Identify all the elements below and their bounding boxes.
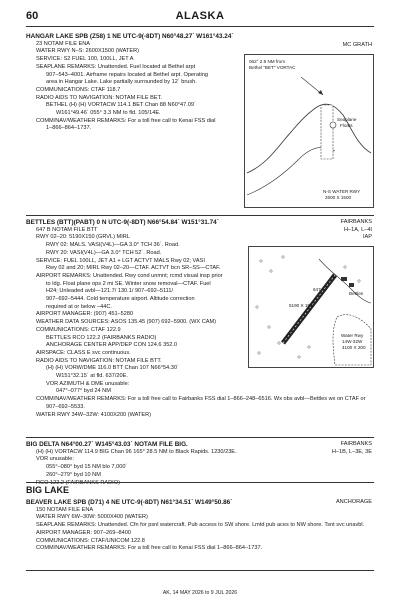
bettles-line-11: WEATHER DATA SOURCES: ASOS 135.45 (907) 692–5900. (WX CAM) (36, 319, 216, 326)
bettles-line-21: COMM/NAV/WEATHER REMARKS: For a toll free call to Fairbanks FSS dial 1–866–248–6516. Wx obs avbl—Bettles wx on CTAF or (36, 396, 366, 403)
hangar-diag-label6: 2600 X 1500 (325, 195, 352, 200)
bettles-line-16: RADIO AIDS TO NAVIGATION: NOTAM FILE BTT. (36, 357, 162, 364)
hangar-line-8: W161°49.46´ 055° 3.3 NM to fld. 105/14E. (56, 110, 161, 117)
bettles-chart-ref (341, 219, 372, 242)
bettles-line-6: to ldg. Float plane ops 2 mi SE. Winter snow removal—CTAF. Fuel (46, 280, 211, 287)
hangar-line-0: WATER RWY N–S: 2600X1500 (WATER) (36, 48, 139, 55)
hangar-diag-label5: N-S WATER RWY (323, 189, 361, 194)
section-rule-1 (26, 215, 374, 216)
bettles-water-rwy: WATER RWY 34W–32W: 4100X200 (WATER) (36, 411, 152, 418)
big-delta-chart-ref (332, 441, 372, 456)
bettles-line-14: ANCHORAGE CENTER APP/DEP CON 124.6 352.0 (46, 342, 178, 349)
big-delta-title: BIG DELTA N64°00.27´ W145°43.03´ NOTAM FILE BIG. (26, 441, 188, 448)
bettles-diag-label5: 4100 X 200 (342, 345, 366, 350)
beaver-lake-line-0: WATER RWY 6W–30W: 5000X400 (WATER) (36, 514, 148, 521)
beaver-lake-line-3: COMMUNICATIONS: CTAF/UNICOM 122.8 (36, 537, 145, 544)
header-rule (26, 26, 374, 27)
bettles-diag-label4: 14W-32W (342, 339, 363, 344)
bettles-chart-ref-charts: H–1A, L–4I (344, 226, 372, 233)
hangar-lake-entry (26, 33, 234, 133)
hangar-line-10: 1–866–864–1737. (46, 125, 92, 132)
hangar-line-7: BETHEL (H) (H) VORTACW 114.1 BET Chan 88 N60°47.09´ (46, 102, 196, 109)
hangar-line-1: SERVICE: S2 FUEL 100, 100LL, JET A (36, 56, 134, 63)
state-title: ALASKA (175, 10, 225, 22)
bettles-diag-label2: 5190 X 150 (289, 303, 313, 308)
big-lake-city: BIG LAKE (26, 485, 70, 495)
section-rule-2 (26, 437, 374, 438)
hangar-lake-title: HANGAR LAKE SPB (Z58) 1 NE UTC-9(-8DT) N60°48.27´ W161°43.24´ (26, 33, 234, 40)
bettles-chart-ref-iap: IAP (362, 234, 372, 241)
bettles-line-18: W151°32.15´ at fld. 637/20E. (56, 373, 128, 380)
beaver-lake-line-4: COMM/NAV/WEATHER REMARKS: For a toll free call to Kenai FSS dial 1–866–864–1737. (36, 545, 263, 552)
hangar-line-9: COMM/NAV/WEATHER REMARKS: For a toll free call to Kenai FSS dial (36, 117, 216, 124)
bettles-line-7: H24; Unleaded avbl—121.7/ 130.1/ 907–692–5111/ (46, 288, 173, 295)
big-delta-chart-ref-city: FAIRBANKS (340, 441, 372, 447)
bettles-notam: 647 B NOTAM FILE BTT (36, 226, 98, 233)
big-delta-chart-ref-charts: H–1B, L–3E, 3E (331, 448, 372, 455)
bettles-diag-label1: Bettles (349, 291, 364, 296)
hangar-diag-label4: Floats (340, 123, 353, 128)
hangar-lake-notam: 23 NOTAM FILE ENA (36, 40, 90, 47)
beaver-lake-entry (26, 499, 364, 553)
hangar-line-6: RADIO AIDS TO NAVIGATION: NOTAM FILE BET. (36, 94, 162, 101)
big-delta-entry (26, 441, 237, 487)
bettles-line-8: 907–692–5444. Cold temperature airport. Altitude correction (46, 296, 195, 303)
hangar-line-5: COMMUNICATIONS: CTAF 118.7 (36, 86, 121, 93)
hangar-line-4: area in Hangar Lake. Lake partially surrounded by 12´ brush. (46, 79, 197, 86)
bettles-diag-label3: Water Rwy (341, 333, 364, 338)
bettles-line-19: VOR AZIMUTH & DME unusable: (46, 380, 130, 387)
beaver-lake-title: BEAVER LAKE SPB (D71) 4 NE UTC-9(-8DT) N61°34.51´ W149°50.86´ (26, 499, 233, 506)
bettles-line-12: COMMUNICATIONS: CTAF 122.9 (36, 326, 121, 333)
hangar-airport-diagram (244, 54, 374, 208)
beaver-lake-notam: 150 NOTAM FILE ENA (36, 506, 94, 513)
beaver-lake-line-1: SEAPLANE REMARKS: Unattended. Cfn for psnl watercraft. Pub access to SW shore. Lmtd pub aces to NW shore. Tsnt svc unavbl. (36, 522, 365, 529)
bettles-line-10: AIRPORT MANAGER: (907) 451–5280 (36, 311, 134, 318)
bettles-line-1: RWY 02: MALS. VASI(V4L)—GA 3.0° TCH 36´. Road. (46, 242, 180, 249)
hangar-line-2: SEAPLANE REMARKS: Unattended. Fuel located at Bethel arpt (36, 63, 196, 70)
beaver-lake-chart-ref: ANCHORAGE (335, 499, 372, 505)
footer-effective-dates: AK, 14 MAY 2026 to 9 JUL 2026 (162, 590, 238, 596)
bettles-line-5: AIRPORT REMARKS: Unattended. Rwy cond unmnt; rcmd visual insp prior (36, 272, 223, 279)
beaver-lake-line-2: AIRPORT MANAGER: 907–269–8400 (36, 529, 131, 536)
hangar-diag-label3: Seaplane (337, 117, 357, 122)
footer-rule (26, 570, 374, 571)
bettles-diag-label6: 647 (313, 287, 321, 292)
bettles-line-15: AIRSPACE: CLASS E svc continuous. (36, 349, 131, 356)
bettles-chart-ref-city: FAIRBANKS (340, 219, 372, 225)
bettles-line-3: SERVICE: FUEL 100LL, JET A1 + LGT ACTVT MALS Rwy 02; VASI (36, 257, 205, 264)
bettles-line-20: 047°–077° byd 24 NM (56, 388, 111, 395)
page-header (26, 10, 374, 24)
big-delta-line-2: 055°–080° byd 15 NM blo 7,000´ (46, 464, 128, 471)
bettles-airport-diagram (248, 246, 374, 368)
hangar-diag-label2: Bethel "BET" VORTAC (249, 65, 296, 70)
bettles-line-4: Rwy 02 and 20; MIRL Rwy 02–20—CTAF. ACTVT bcn SR–SS—CTAF. (46, 265, 221, 272)
big-delta-line-3: 260°–279° byd 10 NM (46, 471, 101, 478)
section-rule-3 (26, 482, 374, 483)
bettles-line-22: 907–692–5533. (46, 403, 85, 410)
bettles-line-17: (H) (H) VORW/DME 116.0 BTT Chan 107 N66°54.30´ (46, 365, 179, 372)
page-number: 60 (26, 10, 39, 22)
hangar-chart-ref: MC GRATH (342, 42, 372, 48)
hangar-diag-label1: 062° 2.9 NM from (249, 59, 286, 64)
big-delta-line-0: (H) (H) VORTACW 114.9 BIG Chan 96 165° 28.5 NM to Black Rapids. 1230/23E. (36, 448, 237, 455)
hangar-line-3: 907–543–4001. Airframe repairs located at Bethel arpt. Operating (46, 71, 209, 78)
bettles-title: BETTLES (BTT)(PABT) 0 N UTC-9(-8DT) N66°54.84´ W151°31.74´ (26, 219, 219, 226)
big-delta-line-1: VOR unusable: (36, 456, 74, 463)
bettles-line-2: RWY 20: VASI(V4L)—GA 3.0° TCH 52´. Road. (46, 249, 162, 256)
bettles-line-9: required at or below –44C. (46, 303, 112, 310)
bettles-line-0: RWY 02–20: 5190X150 (GRVL) MIRL (36, 234, 130, 241)
bettles-line-13: BETTLES RCO 122.2 (FAIRBANKS RADIO) (46, 334, 157, 341)
